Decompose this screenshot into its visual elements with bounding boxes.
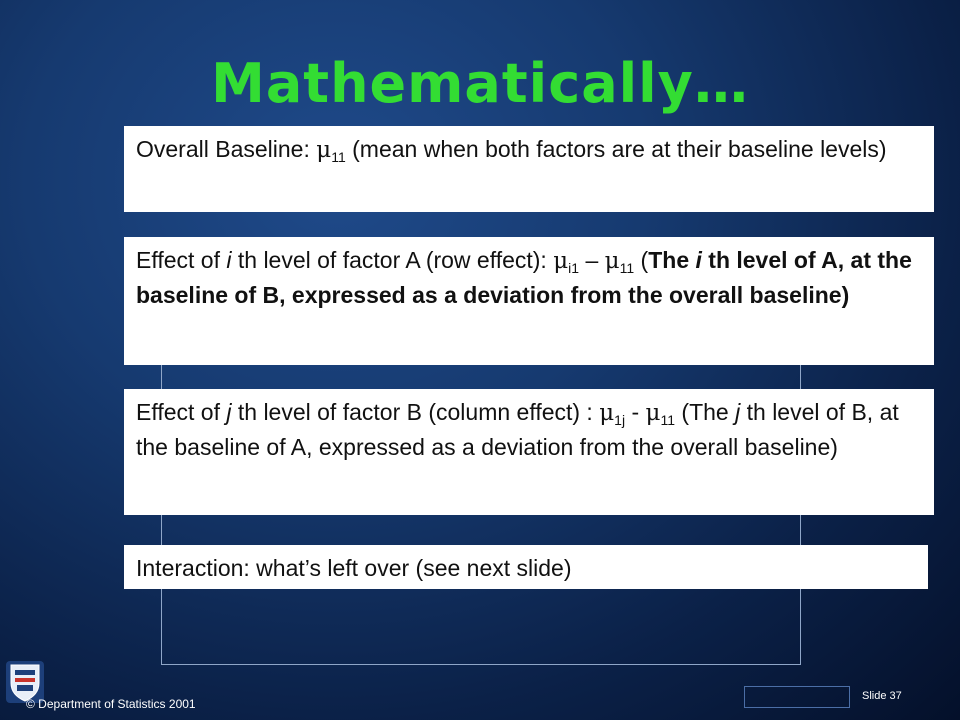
open-paren: ( (634, 247, 649, 273)
mu-symbol: μ (316, 137, 332, 163)
col-effect-open: (The (675, 399, 736, 425)
mu-subscript: 11 (331, 149, 346, 165)
mu-symbol: μ (645, 400, 661, 426)
mu-symbol: μ (604, 248, 620, 274)
mu-symbol: μ (553, 248, 569, 274)
baseline-box (124, 126, 934, 212)
row-effect-explanation: th level of A, at the baseline of B, expressed as a deviation from the overall baseline) (136, 247, 912, 308)
row-effect-prefix: Effect of (136, 247, 227, 273)
col-index: j (226, 399, 232, 425)
slide-number-box (744, 686, 850, 708)
row-index: i (226, 247, 232, 273)
row-index-bold: i (695, 247, 702, 273)
mu-subscript: 1j (614, 412, 626, 428)
minus-sign: – (579, 247, 605, 273)
mu-subscript: i1 (568, 260, 580, 276)
col-effect-label: th level of factor B (column effect) : (231, 399, 600, 425)
interaction-text: Interaction: what’s left over (see next slide) (136, 555, 572, 581)
baseline-label: Overall Baseline: (136, 136, 317, 162)
slide-number: Slide 37 (862, 690, 902, 702)
mu-symbol: μ (599, 400, 615, 426)
interaction-box (124, 545, 928, 589)
row-effect-label: th level of factor A (row effect): (231, 247, 554, 273)
col-index: j (735, 399, 741, 425)
mu-subscript: 11 (660, 412, 676, 428)
column-effect-box (124, 389, 934, 515)
baseline-text: (mean when both factors are at their baseline levels) (345, 136, 887, 162)
col-effect-explanation: th level of B, at the baseline of A, expressed as a deviation from the overall baseline) (136, 399, 899, 460)
col-effect-prefix: Effect of (136, 399, 227, 425)
slide-title: Mathematically… (211, 52, 749, 115)
copyright-text: © Department of Statistics 2001 (26, 697, 196, 711)
minus-sign: - (625, 399, 646, 425)
row-effect-the: The (648, 247, 690, 273)
mu-subscript: 11 (619, 260, 635, 276)
row-effect-box (124, 237, 934, 365)
